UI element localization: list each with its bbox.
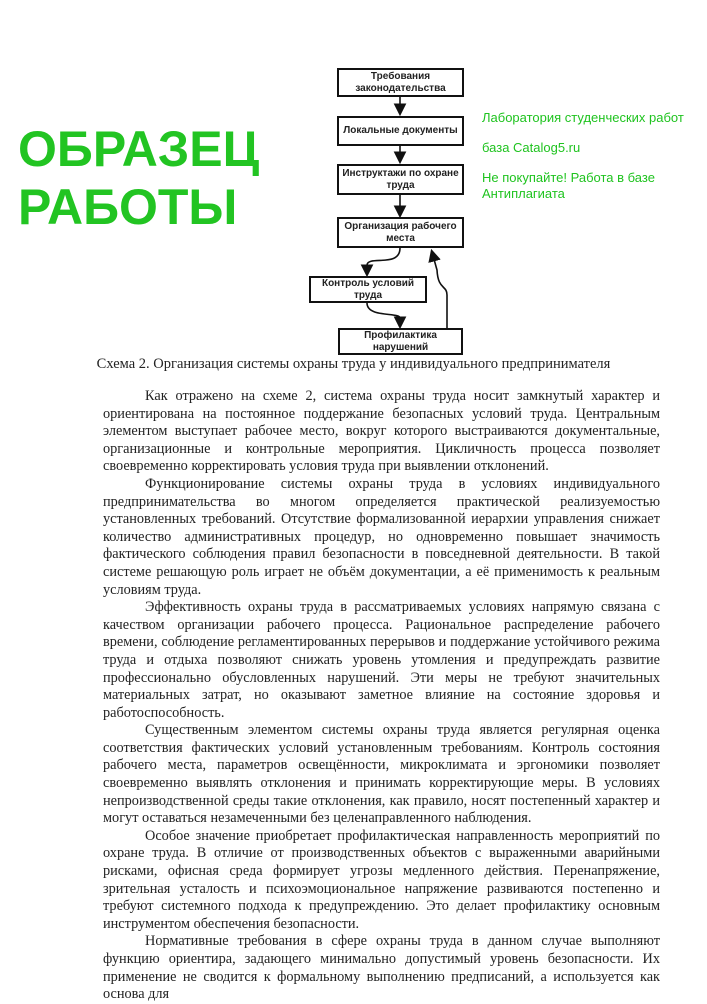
body-text	[103, 388, 660, 1004]
flow-box-prevention	[338, 328, 463, 355]
box-label: Требования законодательства	[355, 70, 446, 94]
figure-caption: Схема 2. Организация системы охраны труда у индивидуального предпринимателя	[96, 356, 611, 372]
paragraph: Существенным элементом системы охраны труда является регулярная оценка соответствия фактических условий установленным требованиям. Контроль состояния рабочего места, параметров освещённости, микроклимата и эргономики позволяет своевременно выявлять отклонения и принимать корректирующие меры. В условиях непроизводственной среды такие отклонения, как правило, носят постепенный характер и могут оставаться незамеченными без целенаправленного наблюдения.	[103, 722, 660, 827]
flow-box-briefings	[337, 164, 464, 195]
box-label: Организация рабочего места	[344, 220, 457, 244]
flow-box-local-documents	[337, 116, 464, 146]
watermark-line: база Catalog5.ru	[482, 140, 581, 155]
flow-box-workplace	[337, 217, 464, 248]
flow-box-control	[309, 276, 427, 303]
box-label: Локальные документы	[343, 125, 458, 136]
watermark-main: ОБРАЗЕЦ РАБОТЫ	[18, 121, 260, 235]
watermark-line: Лаборатория студенческих работ	[482, 110, 684, 125]
arrow-6-4	[432, 252, 447, 329]
watermark-line: Не покупайте! Работа в базе Антиплагиата	[482, 170, 655, 201]
watermark-lines	[482, 110, 697, 202]
paragraph: Особое значение приобретает профилактическая направленность мероприятий по охране труда. В отличие от производственных объектов с выраженными аварийными рисками, офисная среда формирует угрозы медленного действия. Перенапряжение, зрительная усталость и психоэмоциональное напряжение развиваются постепенно и требуют системного подхода к предупреждению. Это делает профилактику основным инструментом обеспечения безопасности.	[103, 827, 660, 932]
flow-box-legislation	[337, 68, 464, 97]
box-label: Инструктажи по охране труда	[342, 167, 459, 191]
arrow-5-6	[367, 303, 400, 326]
box-label: Профилактика нарушений	[364, 329, 437, 353]
paragraph: Функционирование системы охраны труда в условиях индивидуального предпринимательства во многом определяется практической реализуемостью установленных требований. Отсутствие формализованной иерархии управления снижает количество административных процедур, но одновременно повышает значимость фактического соблюдения правил безопасности в повседневной деятельности. В такой системе решающую роль играет не объём документации, а её применимость к реальным условиям труда.	[103, 475, 660, 598]
arrow-4-5	[367, 248, 400, 274]
paragraph: Нормативные требования в сфере охраны труда в данном случае выполняют функцию ориентира, задающего минимально допустимый уровень безопасности. Их применение не сводится к формальному выполнению предписаний, а используется как основа для	[103, 933, 660, 1003]
paragraph: Эффективность охраны труда в рассматриваемых условиях напрямую связана с качеством организации рабочего процесса. Рациональное распределение рабочего времени, соблюдение регламентированных перерывов и поддержание устойчивого режима труда и отдыха позволяют снижать уровень утомления и предупреждать развитие профессионально обусловленных нарушений. Эти меры не требуют значительных материальных затрат, но оказывают заметное влияние на состояние здоровья и работоспособность.	[103, 599, 660, 721]
paragraph: Как отражено на схеме 2, система охраны труда носит замкнутый характер и ориентирована на постоянное поддержание безопасных условий труда. Центральным элементом выступает рабочее место, вокруг которого выстраиваются документальные, организационные и контрольные мероприятия. Цикличность процесса позволяет своевременно корректировать условия труда при выявлении отклонений.	[103, 388, 660, 475]
box-label: Контроль условий труда	[321, 277, 415, 301]
